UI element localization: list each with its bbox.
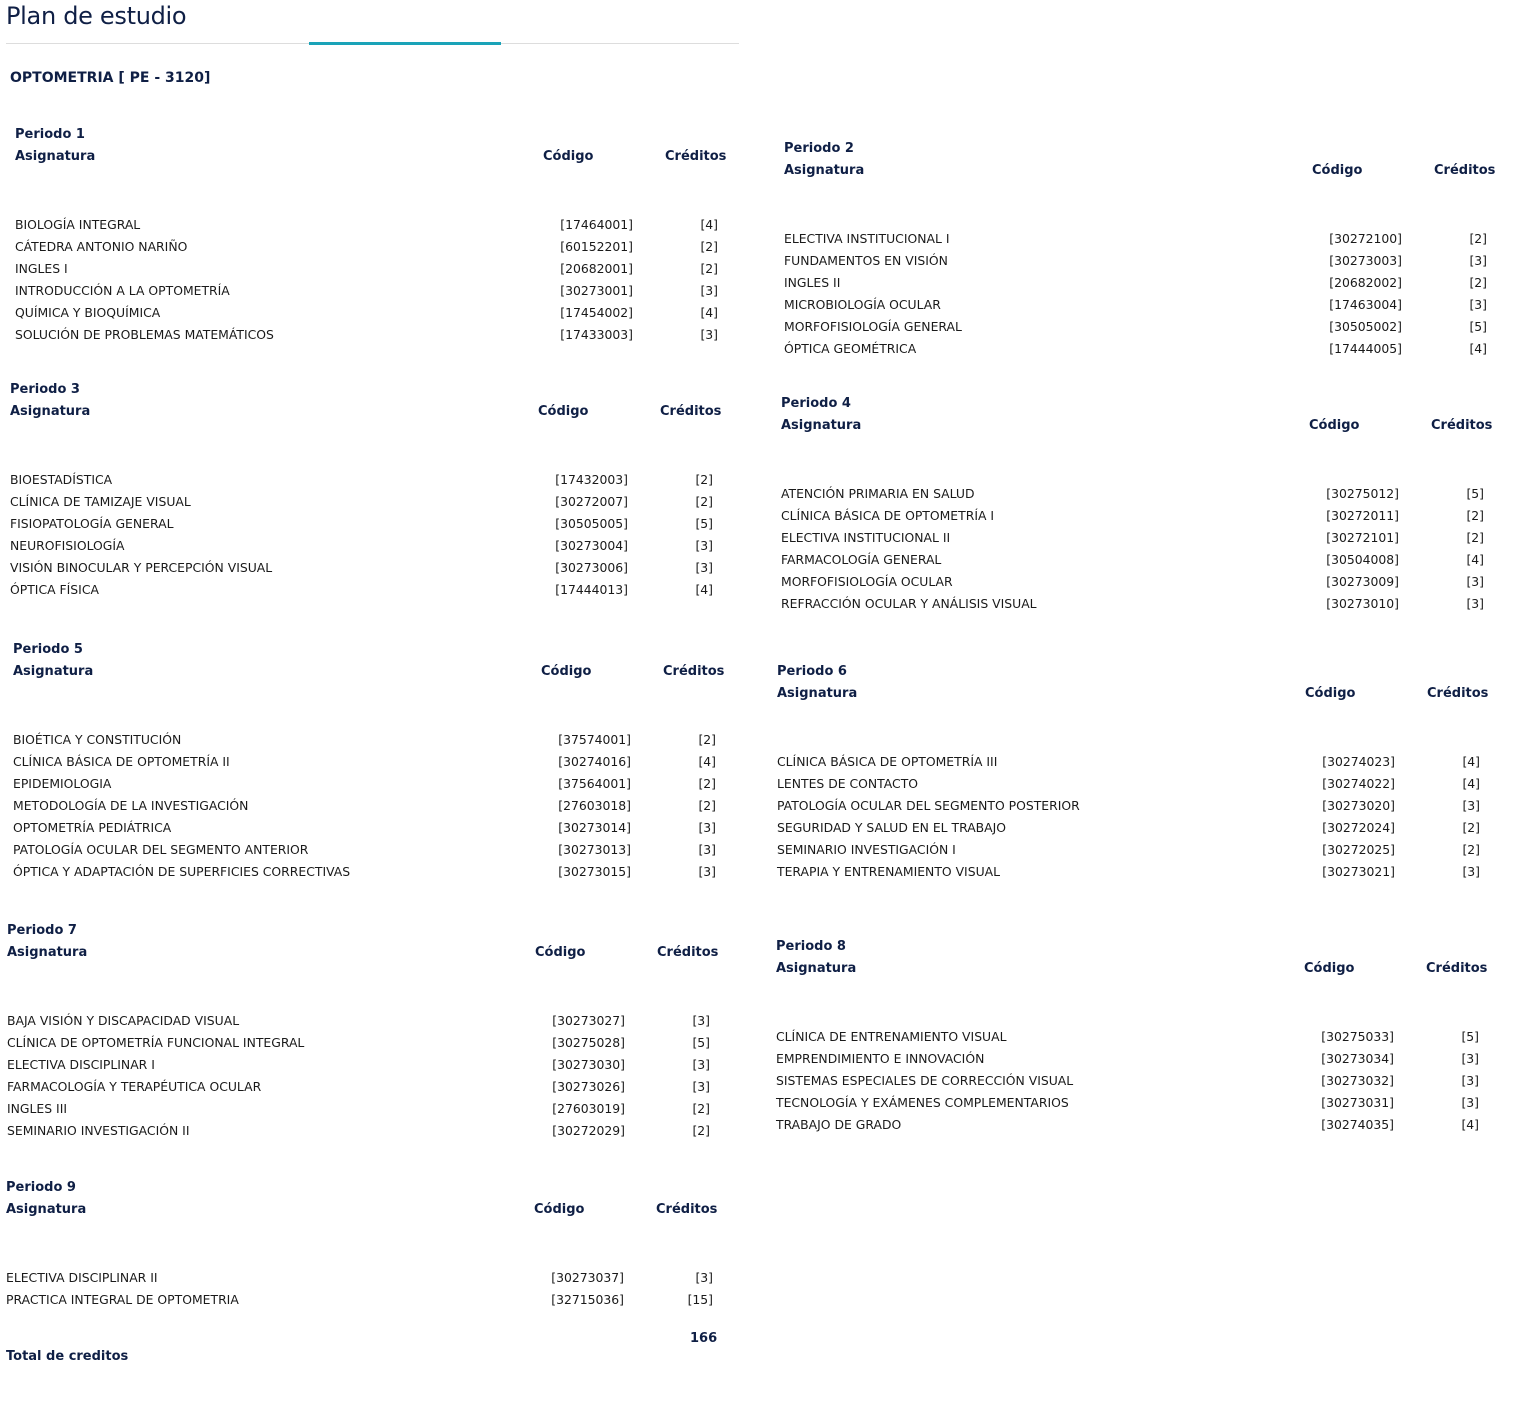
header-credits: Créditos [663,664,725,679]
course-row [776,1116,1489,1138]
period-title: Periodo 8 [776,939,846,954]
course-row [13,775,726,797]
course-row [10,493,723,515]
header-credits: Créditos [656,1202,718,1217]
period-title: Periodo 7 [7,923,77,938]
course-name: METODOLOGÍA DE LA INVESTIGACIÓN [13,798,249,813]
course-code: [30505002] [1329,319,1402,334]
course-name: ELECTIVA DISCIPLINAR II [6,1270,158,1285]
course-credits: [3] [698,820,716,835]
course-credits: [2] [695,472,713,487]
course-row [13,819,726,841]
course-code: [17454002] [560,305,633,320]
course-row [15,282,728,304]
course-row [777,841,1490,863]
header-subject: Asignatura [7,945,88,960]
course-name: ELECTIVA INSTITUCIONAL II [781,530,951,545]
course-code: [32715036] [551,1292,624,1307]
course-row [777,863,1490,885]
course-code: [30272101] [1326,530,1399,545]
course-code: [30273015] [558,864,631,879]
course-row [781,507,1494,529]
course-name: CLÍNICA DE TAMIZAJE VISUAL [10,494,191,509]
header-credits: Créditos [657,945,719,960]
course-code: [30273014] [558,820,631,835]
course-credits: [3] [1461,1051,1479,1066]
header-credits: Créditos [665,149,727,164]
course-credits: [3] [698,842,716,857]
course-row [7,1122,720,1144]
header-code: Código [1312,163,1363,178]
course-credits: [2] [1462,842,1480,857]
course-name: CLÍNICA DE ENTRENAMIENTO VISUAL [776,1029,1007,1044]
course-credits: [3] [1469,297,1487,312]
course-name: PRACTICA INTEGRAL DE OPTOMETRIA [6,1292,239,1307]
course-row [776,1050,1489,1072]
header-code: Código [1309,418,1360,433]
course-row [784,318,1497,340]
course-credits: [3] [1461,1095,1479,1110]
course-code: [17444013] [555,582,628,597]
course-row [13,753,726,775]
course-credits: [4] [1469,341,1487,356]
course-name: BIOLOGÍA INTEGRAL [15,217,141,232]
course-row [784,274,1497,296]
course-code: [30273020] [1322,798,1395,813]
course-credits: [2] [698,798,716,813]
course-credits: [3] [692,1013,710,1028]
course-code: [30273032] [1321,1073,1394,1088]
course-row [10,515,723,537]
header-subject: Asignatura [15,149,96,164]
course-code: [30275028] [552,1035,625,1050]
course-name: OPTOMETRÍA PEDIÁTRICA [13,820,172,835]
course-row [6,1269,723,1291]
course-name: QUÍMICA Y BIOQUÍMICA [15,305,161,320]
course-name: MORFOFISIOLOGÍA GENERAL [784,319,962,334]
course-credits: [3] [1466,596,1484,611]
course-code: [17432003] [555,472,628,487]
course-row [784,296,1497,318]
course-credits: [3] [692,1079,710,1094]
course-code: [20682002] [1329,275,1402,290]
course-credits: [3] [695,1270,713,1285]
course-credits: [2] [1466,530,1484,545]
course-row [10,581,723,603]
course-code: [27603019] [552,1101,625,1116]
course-code: [30505005] [555,516,628,531]
course-row [776,1072,1489,1094]
course-credits: [2] [698,776,716,791]
course-row [7,1078,720,1100]
header-credits: Créditos [1427,686,1489,701]
course-code: [30273009] [1326,574,1399,589]
course-code: [30273026] [552,1079,625,1094]
course-credits: [2] [692,1123,710,1138]
course-code: [30273027] [552,1013,625,1028]
course-row [781,551,1494,573]
course-code: [30272029] [552,1123,625,1138]
course-name: SEMINARIO INVESTIGACIÓN II [7,1123,190,1138]
course-code: [30273003] [1329,253,1402,268]
course-credits: [3] [698,864,716,879]
title-accent-bar [309,42,501,45]
header-code: Código [541,664,592,679]
course-name: ELECTIVA DISCIPLINAR I [7,1057,155,1072]
course-credits: [5] [1469,319,1487,334]
course-credits: [3] [1462,864,1480,879]
course-row [10,471,723,493]
course-code: [17433003] [560,327,633,342]
period-title: Periodo 6 [777,664,847,679]
course-row [781,595,1494,617]
course-name: BAJA VISIÓN Y DISCAPACIDAD VISUAL [7,1013,240,1028]
course-credits: [2] [700,261,718,276]
course-code: [30273001] [560,283,633,298]
total-credits-value: 166 [690,1331,718,1346]
course-name: FARMACOLOGÍA GENERAL [781,552,942,567]
page-title: Plan de estudio [6,2,187,30]
course-name: BIOÉTICA Y CONSTITUCIÓN [13,732,182,747]
course-code: [37564001] [558,776,631,791]
course-row [7,1034,720,1056]
course-name: MORFOFISIOLOGÍA OCULAR [781,574,953,589]
header-code: Código [1305,686,1356,701]
course-code: [30272100] [1329,231,1402,246]
course-name: CLÍNICA BÁSICA DE OPTOMETRÍA I [781,508,995,523]
header-credits: Créditos [660,404,722,419]
course-credits: [4] [698,754,716,769]
course-credits: [3] [1462,798,1480,813]
course-name: MICROBIOLOGÍA OCULAR [784,297,941,312]
header-code: Código [1304,961,1355,976]
program-name: OPTOMETRIA [ PE - 3120] [10,70,211,86]
header-subject: Asignatura [781,418,862,433]
course-credits: [5] [695,516,713,531]
course-name: CLÍNICA BÁSICA DE OPTOMETRÍA II [13,754,230,769]
course-name: BIOESTADÍSTICA [10,472,113,487]
course-row [776,1028,1489,1050]
course-credits: [2] [1469,275,1487,290]
course-credits: [4] [1466,552,1484,567]
course-code: [30273031] [1321,1095,1394,1110]
period-title: Periodo 1 [15,127,85,142]
course-name: INGLES II [784,275,841,290]
course-row [6,1291,723,1313]
course-name: CLÍNICA BÁSICA DE OPTOMETRÍA III [777,754,998,769]
course-code: [30504008] [1326,552,1399,567]
course-credits: [3] [695,538,713,553]
header-subject: Asignatura [10,404,91,419]
course-credits: [5] [1461,1029,1479,1044]
course-credits: [2] [1462,820,1480,835]
course-name: CÁTEDRA ANTONIO NARIÑO [15,239,188,254]
course-code: [30273010] [1326,596,1399,611]
course-name: ÓPTICA GEOMÉTRICA [784,341,917,356]
course-code: [30273004] [555,538,628,553]
course-code: [30272007] [555,494,628,509]
course-code: [30273037] [551,1270,624,1285]
course-row [777,753,1490,775]
period-title: Periodo 4 [781,396,851,411]
header-code: Código [534,1202,585,1217]
course-code: [60152201] [560,239,633,254]
course-name: ÓPTICA FÍSICA [10,582,99,597]
course-name: PATOLOGÍA OCULAR DEL SEGMENTO POSTERIOR [777,798,1080,813]
course-code: [30274023] [1322,754,1395,769]
header-subject: Asignatura [13,664,94,679]
period-title: Periodo 3 [10,382,80,397]
course-name: FARMACOLOGÍA Y TERAPÉUTICA OCULAR [7,1079,262,1094]
course-name: EMPRENDIMIENTO E INNOVACIÓN [776,1051,985,1066]
header-code: Código [543,149,594,164]
course-row [15,304,728,326]
course-code: [30274022] [1322,776,1395,791]
course-credits: [5] [1466,486,1484,501]
course-row [13,841,726,863]
course-code: [30275033] [1321,1029,1394,1044]
course-name: INGLES III [7,1101,68,1116]
course-code: [30273013] [558,842,631,857]
course-code: [20682001] [560,261,633,276]
course-row [777,775,1490,797]
course-row [784,340,1497,362]
course-credits: [5] [692,1035,710,1050]
course-name: CLÍNICA DE OPTOMETRÍA FUNCIONAL INTEGRAL [7,1035,305,1050]
course-code: [30272024] [1322,820,1395,835]
course-code: [17463004] [1329,297,1402,312]
course-name: FUNDAMENTOS EN VISIÓN [784,253,948,268]
course-credits: [4] [1462,754,1480,769]
course-credits: [4] [700,217,718,232]
header-credits: Créditos [1434,163,1496,178]
course-code: [17464001] [560,217,633,232]
course-name: REFRACCIÓN OCULAR Y ANÁLISIS VISUAL [781,596,1037,611]
course-code: [30275012] [1326,486,1399,501]
course-name: TERAPIA Y ENTRENAMIENTO VISUAL [777,864,1001,879]
course-row [10,559,723,581]
course-row [784,230,1497,252]
course-row [7,1100,720,1122]
course-row [781,573,1494,595]
course-code: [30273030] [552,1057,625,1072]
course-code: [30273034] [1321,1051,1394,1066]
period-title: Periodo 2 [784,141,854,156]
course-credits: [4] [1462,776,1480,791]
course-code: [30274016] [558,754,631,769]
course-row [777,819,1490,841]
course-name: ATENCIÓN PRIMARIA EN SALUD [781,486,975,501]
course-name: SOLUCIÓN DE PROBLEMAS MATEMÁTICOS [15,327,274,342]
course-code: [27603018] [558,798,631,813]
header-credits: Créditos [1431,418,1493,433]
course-row [781,529,1494,551]
course-name: PATOLOGÍA OCULAR DEL SEGMENTO ANTERIOR [13,842,309,857]
course-credits: [3] [1469,253,1487,268]
course-name: INGLES I [15,261,68,276]
course-code: [17444005] [1329,341,1402,356]
course-credits: [2] [1469,231,1487,246]
header-code: Código [538,404,589,419]
course-row [13,797,726,819]
course-name: NEUROFISIOLOGÍA [10,538,125,553]
header-subject: Asignatura [777,686,858,701]
course-name: TRABAJO DE GRADO [776,1117,902,1132]
course-row [13,863,726,885]
header-subject: Asignatura [784,163,865,178]
course-row [15,260,728,282]
course-credits: [3] [1466,574,1484,589]
course-credits: [4] [1461,1117,1479,1132]
period-title: Periodo 9 [6,1180,76,1195]
course-name: SEGURIDAD Y SALUD EN EL TRABAJO [777,820,1007,835]
course-row [15,216,728,238]
course-name: FISIOPATOLOGÍA GENERAL [10,516,174,531]
course-code: [30273006] [555,560,628,575]
header-credits: Créditos [1426,961,1488,976]
course-row [7,1012,720,1034]
course-code: [30272025] [1322,842,1395,857]
course-credits: [4] [695,582,713,597]
course-row [15,238,728,260]
course-credits: [4] [700,305,718,320]
header-code: Código [535,945,586,960]
course-name: ÓPTICA Y ADAPTACIÓN DE SUPERFICIES CORRECTIVAS [13,864,351,879]
course-credits: [2] [700,239,718,254]
header-subject: Asignatura [776,961,857,976]
course-row [781,485,1494,507]
course-name: TECNOLOGÍA Y EXÁMENES COMPLEMENTARIOS [776,1095,1069,1110]
course-row [776,1094,1489,1116]
course-row [13,731,726,753]
course-credits: [3] [700,327,718,342]
course-row [15,326,728,348]
course-code: [30273021] [1322,864,1395,879]
course-row [10,537,723,559]
course-name: SISTEMAS ESPECIALES DE CORRECCIÓN VISUAL [776,1073,1074,1088]
course-name: VISIÓN BINOCULAR Y PERCEPCIÓN VISUAL [10,560,273,575]
course-code: [30272011] [1326,508,1399,523]
course-credits: [3] [700,283,718,298]
course-credits: [2] [695,494,713,509]
course-credits: [15] [687,1292,713,1307]
course-credits: [2] [698,732,716,747]
course-credits: [2] [1466,508,1484,523]
total-credits-label: Total de creditos [6,1349,129,1364]
course-name: INTRODUCCIÓN A LA OPTOMETRÍA [15,283,230,298]
course-name: ELECTIVA INSTITUCIONAL I [784,231,950,246]
period-title: Periodo 5 [13,642,83,657]
course-name: SEMINARIO INVESTIGACIÓN I [777,842,956,857]
course-row [784,252,1497,274]
course-code: [30274035] [1321,1117,1394,1132]
course-name: EPIDEMIOLOGIA [13,776,112,791]
course-code: [37574001] [558,732,631,747]
header-subject: Asignatura [6,1202,87,1217]
course-credits: [3] [692,1057,710,1072]
course-row [7,1056,720,1078]
course-row [777,797,1490,819]
course-name: LENTES DE CONTACTO [777,776,919,791]
course-credits: [3] [1461,1073,1479,1088]
course-credits: [2] [692,1101,710,1116]
course-credits: [3] [695,560,713,575]
